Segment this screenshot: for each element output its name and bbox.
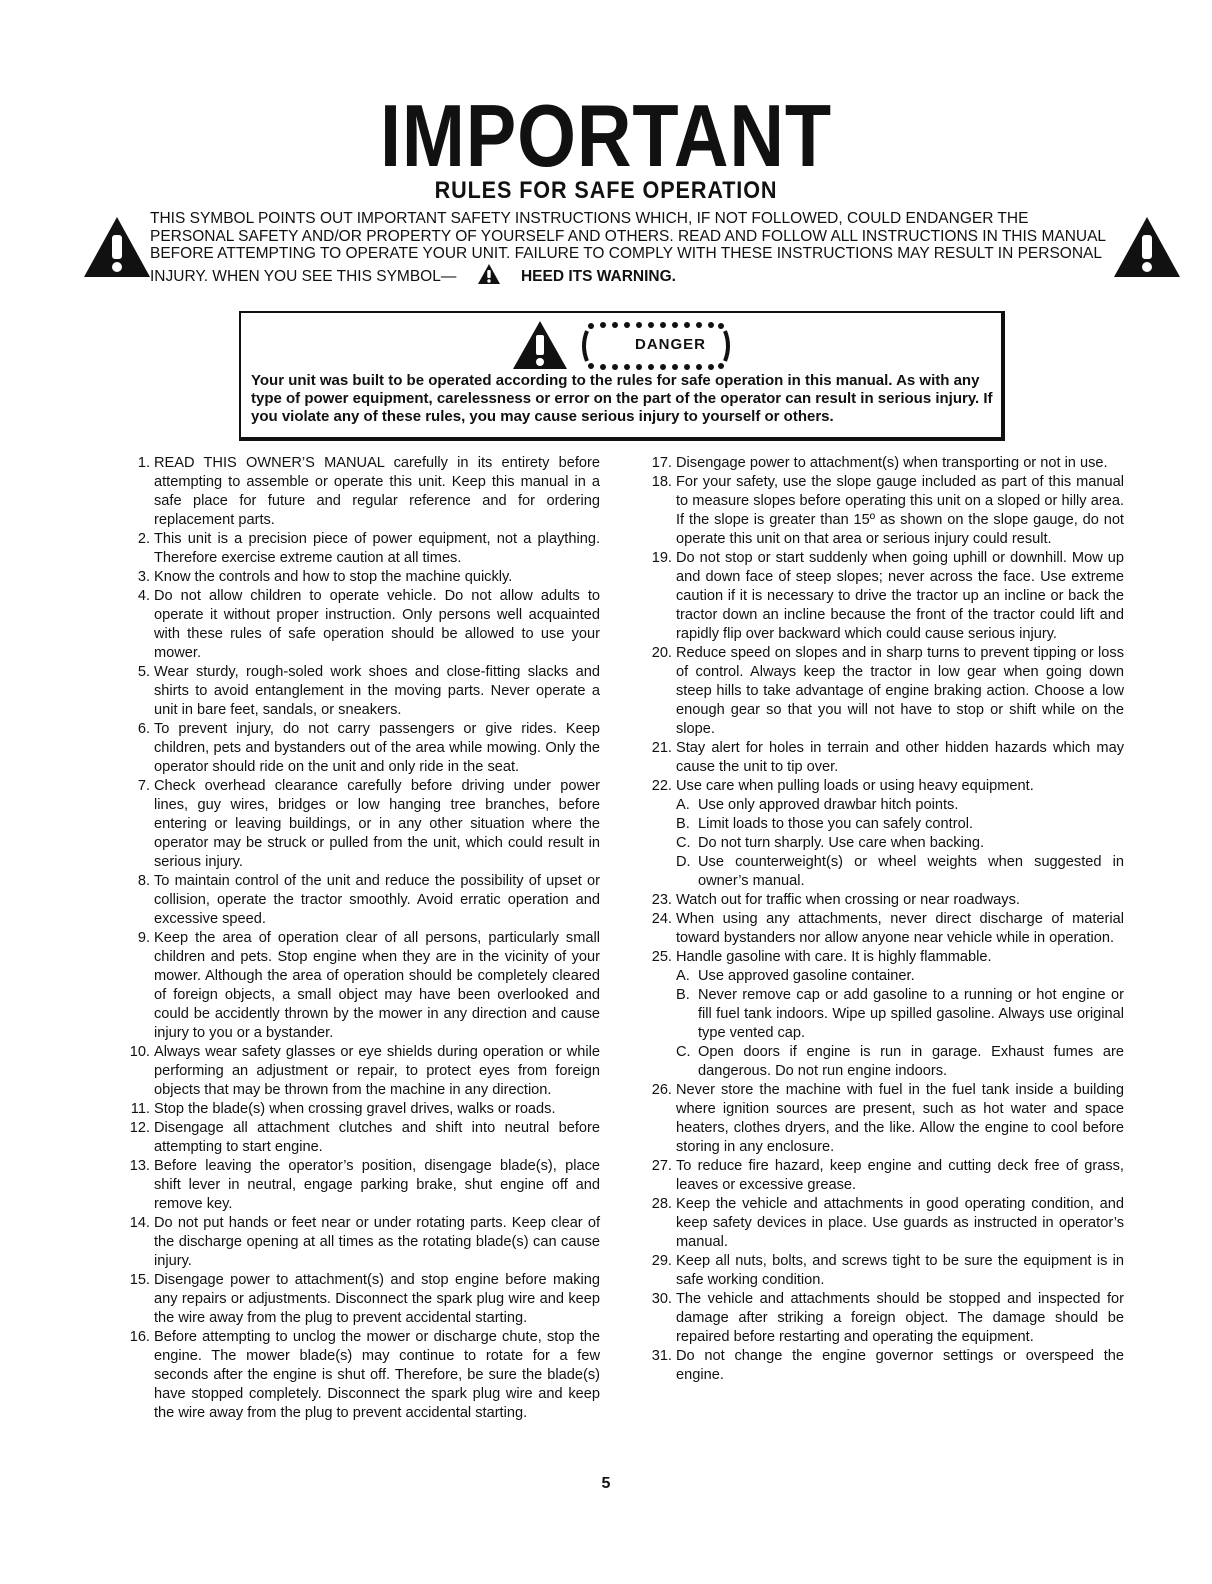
rule-item xyxy=(640,549,1124,644)
rule-item xyxy=(640,1252,1124,1290)
rule-text: Do not put hands or feet near or under rotating parts. Keep clear of the discharge opening at all times as the rotating blade(s) can cause injury. xyxy=(154,1215,600,1269)
rule-number: 6. xyxy=(137,721,150,737)
rule-item xyxy=(640,644,1124,739)
rule-item xyxy=(640,1195,1124,1252)
rule-text: Keep the area of operation clear of all persons, particularly small children and pets. Stop engine when they are in the vicinity of your mower. Although the area of operation should be completely cleared of foreign objects, a small object may have been overlooked and could be accidently thrown by the mower in any direction and cause injury to you or a bystander. xyxy=(154,930,600,1041)
rule-text: Disengage power to attachment(s) when transporting or not in use. xyxy=(676,455,1108,471)
rule-item xyxy=(118,720,600,777)
rule-item xyxy=(118,587,600,663)
rule-text: Disengage all attachment clutches and shift into neutral before attempting to start engine. xyxy=(154,1120,600,1155)
warning-triangle-icon xyxy=(511,319,569,371)
rule-text: Use care when pulling loads or using heavy equipment. xyxy=(676,778,1034,794)
rule-text: Stop the blade(s) when crossing gravel drives, walks or roads. xyxy=(154,1101,556,1117)
rule-text: Stay alert for holes in terrain and other hidden hazards which may cause the unit to tip over. xyxy=(676,740,1124,775)
rule-text: Reduce speed on slopes and in sharp turns to prevent tipping or loss of control. Always keep the tractor in low gear when going down steep hills to take advantage of engine braking action. Choose a low enough gear so that you will not have to stop or shift while on the slope. xyxy=(676,645,1124,737)
rule-number: 16. xyxy=(129,1329,150,1345)
rule-text: The vehicle and attachments should be stopped and inspected for damage after striking a foreign object. The damage should be repaired before restarting and operating the equipment. xyxy=(676,1291,1124,1345)
warning-triangle-icon xyxy=(82,215,152,279)
subitem-letter: D. xyxy=(676,854,691,870)
rule-number: 10. xyxy=(129,1044,150,1060)
rule-item xyxy=(118,454,600,530)
rule-text: Keep all nuts, bolts, and screws tight to be sure the equipment is in safe working condition. xyxy=(676,1253,1124,1288)
subitem-text: Limit loads to those you can safely control. xyxy=(698,816,973,832)
rule-number: 21. xyxy=(651,740,672,756)
rule-item xyxy=(118,1214,600,1271)
rule-text: Never store the machine with fuel in the fuel tank inside a building where ignition sources are present, such as hot water and space heaters, clothes dryers, and the like. Allow the engine to cool before storing in any enclosure. xyxy=(676,1082,1124,1155)
rule-subitem xyxy=(676,1043,1124,1081)
danger-notice-box xyxy=(239,311,1005,441)
rule-subitem xyxy=(676,834,1124,853)
rule-subitem xyxy=(676,796,1124,815)
rule-number: 22. xyxy=(651,778,672,794)
rule-text: For your safety, use the slope gauge included as part of this manual to measure slopes before operating this unit on a sloped or hilly area. If the slope is greater than 15º as shown on the slope gauge, do not operate this unit on that area or serious injury could result. xyxy=(676,474,1124,547)
danger-label: DANGER xyxy=(635,336,707,353)
subitem-text: Use counterweight(s) or wheel weights when suggested in owner’s manual. xyxy=(698,854,1124,889)
rule-text: Do not allow children to operate vehicle. Do not allow adults to operate it without proper instruction. Only persons well acquainted with these rules of safe operation should be allowed to use your mower. xyxy=(154,588,600,661)
rule-item xyxy=(118,1119,600,1157)
rule-item xyxy=(118,929,600,1043)
rule-item xyxy=(118,530,600,568)
rule-text: This unit is a precision piece of power equipment, not a plaything. Therefore exercise extreme caution at all times. xyxy=(154,531,600,566)
rule-text: Keep the vehicle and attachments in good operating condition, and keep safety devices in place. Use guards as instructed in operator’s manual. xyxy=(676,1196,1124,1250)
rule-number: 20. xyxy=(651,645,672,661)
rule-number: 17. xyxy=(651,455,672,471)
subitem-letter: A. xyxy=(676,797,690,813)
safety-symbol-intro xyxy=(150,210,1110,285)
rule-number: 23. xyxy=(651,892,672,908)
rules-column-left xyxy=(118,454,600,1423)
rule-text: Always wear safety glasses or eye shields during operation or while performing an adjustment or repair, to protect eyes from foreign objects that may be thrown from the machine in any direction. xyxy=(154,1044,600,1098)
rule-text: Disengage power to attachment(s) and stop engine before making any repairs or adjustments. Disconnect the spark plug wire and keep the wire away from the plug to prevent accidental starting. xyxy=(154,1272,600,1326)
subitem-letter: A. xyxy=(676,968,690,984)
subitem-text: Use only approved drawbar hitch points. xyxy=(698,797,959,813)
subitem-letter: C. xyxy=(676,1044,691,1060)
subitem-text: Never remove cap or add gasoline to a running or hot engine or fill fuel tank indoors. Wipe up spilled gasoline. Always use original type vented cap. xyxy=(698,987,1124,1041)
warning-triangle-icon xyxy=(1112,215,1182,279)
rule-item xyxy=(118,872,600,929)
rule-item xyxy=(640,1081,1124,1157)
danger-text: Your unit was built to be operated according to the rules for safe operation in this manual. As with any type of power equipment, carelessness or error on the part of the operator can result in serious injury. If you violate any of these rules, you may cause serious injury to yourself or others. xyxy=(251,372,993,425)
rule-number: 9. xyxy=(137,930,150,946)
rule-number: 14. xyxy=(129,1215,150,1231)
rule-text: READ THIS OWNER’S MANUAL carefully in its entirety before attempting to assemble or operate this unit. Keep this manual in a safe place for future and regular reference and for ordering replacement parts. xyxy=(154,455,600,528)
rule-item xyxy=(118,568,600,587)
rule-text: Before attempting to unclog the mower or discharge chute, stop the engine. The mower blade(s) may continue to rotate for a few seconds after the engine is shut off. Therefore, be sure the blade(s) have stopped completely. Disconnect the spark plug wire and keep the wire away from the plug to prevent accidental starting. xyxy=(154,1329,600,1421)
rule-item xyxy=(640,910,1124,948)
rule-item xyxy=(640,948,1124,967)
rule-text: Wear sturdy, rough-soled work shoes and close-fitting slacks and shirts to avoid entanglement in the moving parts. Never operate a unit in bare feet, sandals, or sneakers. xyxy=(154,664,600,718)
rule-text: Handle gasoline with care. It is highly flammable. xyxy=(676,949,992,965)
rule-item xyxy=(118,1043,600,1100)
rule-item xyxy=(118,777,600,872)
rule-number: 30. xyxy=(651,1291,672,1307)
rule-number: 27. xyxy=(651,1158,672,1174)
rule-item xyxy=(118,1271,600,1328)
heed-warning-text: HEED ITS WARNING. xyxy=(520,267,676,285)
page-number: 5 xyxy=(601,1475,611,1492)
rule-number: 11. xyxy=(130,1101,150,1117)
rule-item xyxy=(640,777,1124,796)
page-subtitle: RULES FOR SAFE OPERATION xyxy=(434,177,778,204)
rule-text: Know the controls and how to stop the machine quickly. xyxy=(154,569,513,585)
rule-number: 28. xyxy=(651,1196,672,1212)
rule-item xyxy=(640,1290,1124,1347)
rule-text: Watch out for traffic when crossing or near roadways. xyxy=(676,892,1020,908)
rule-item xyxy=(118,663,600,720)
intro-text: THIS SYMBOL POINTS OUT IMPORTANT SAFETY INSTRUCTIONS WHICH, IF NOT FOLLOWED, COULD ENDANGER THE PERSONAL SAFETY AND/OR PROPERTY OF YOURSELF AND OTHERS. READ AND FOLLOW ALL INSTRUCTIONS IN THIS MANUAL BEFORE ATTEMPTING TO OPERATE YOUR UNIT. FAILURE TO COMPLY WITH THESE INSTRUCTIONS MAY RESULT IN PERSONAL INJURY. WHEN YOU SEE THIS SYMBOL— xyxy=(150,210,1106,285)
rule-text: Do not change the engine governor settings or overspeed the engine. xyxy=(676,1348,1124,1383)
rule-item xyxy=(118,1328,600,1423)
rule-text: Before leaving the operator’s position, disengage blade(s), place shift lever in neutral, engage parking brake, shut engine off and remove key. xyxy=(154,1158,600,1212)
rule-subitem xyxy=(676,986,1124,1043)
rule-number: 3. xyxy=(137,569,150,585)
rule-number: 5. xyxy=(137,664,150,680)
rule-number: 26. xyxy=(651,1082,672,1098)
rules-column-right xyxy=(640,454,1124,1385)
rule-text: To reduce fire hazard, keep engine and cutting deck free of grass, leaves or excessive grease. xyxy=(676,1158,1124,1193)
rule-number: 1. xyxy=(137,455,150,471)
subitem-text: Do not turn sharply. Use care when backing. xyxy=(698,835,985,851)
rule-item xyxy=(640,891,1124,910)
rule-text: To maintain control of the unit and reduce the possibility of upset or collision, operate the tractor smoothly. Avoid erratic operation and excessive speed. xyxy=(154,873,600,927)
rule-subitem xyxy=(676,815,1124,834)
rule-text: Check overhead clearance carefully before driving under power lines, guy wires, bridges or low hanging tree branches, before entering or leaving buildings, or in any other situation where the operator may be struck or pulled from the unit, which could result in serious injury. xyxy=(154,778,600,870)
rule-item xyxy=(640,1347,1124,1385)
subitem-letter: B. xyxy=(676,816,690,832)
rule-number: 2. xyxy=(137,531,150,547)
rule-number: 12. xyxy=(129,1120,150,1136)
subitem-letter: B. xyxy=(676,987,690,1003)
rule-text: Do not stop or start suddenly when going uphill or downhill. Mow up and down face of steep slopes; never across the face. Use extreme caution if it is necessary to drive the tractor up an incline or back the tractor down an incline because the front of the tractor could lift and rapidly flip over backward which could cause serious injury. xyxy=(676,550,1124,642)
danger-header xyxy=(511,319,751,373)
rule-item xyxy=(640,473,1124,549)
rule-number: 4. xyxy=(137,588,150,604)
page-title: IMPORTANT xyxy=(380,86,832,185)
rule-text: To prevent injury, do not carry passengers or give rides. Keep children, pets and bystanders out of the area while mowing. Only the operator should ride on the unit and only ride in the seat. xyxy=(154,721,600,775)
rule-item xyxy=(640,1157,1124,1195)
subitem-text: Open doors if engine is run in garage. Exhaust fumes are dangerous. Do not run engine indoors. xyxy=(698,1044,1124,1079)
rule-number: 18. xyxy=(651,474,672,490)
rule-number: 19. xyxy=(651,550,672,566)
warning-triangle-icon xyxy=(477,263,501,285)
rule-text: When using any attachments, never direct discharge of material toward bystanders nor allow anyone near vehicle while in operation. xyxy=(676,911,1124,946)
rule-item xyxy=(640,739,1124,777)
rule-number: 8. xyxy=(137,873,150,889)
rule-number: 24. xyxy=(651,911,672,927)
rule-item xyxy=(118,1100,600,1119)
rule-number: 7. xyxy=(137,778,150,794)
rule-item xyxy=(118,1157,600,1214)
rule-item xyxy=(640,454,1124,473)
rule-number: 13. xyxy=(129,1158,150,1174)
rule-number: 29. xyxy=(651,1253,672,1269)
subitem-text: Use approved gasoline container. xyxy=(698,968,915,984)
rule-number: 15. xyxy=(129,1272,150,1288)
rule-subitem xyxy=(676,853,1124,891)
subitem-letter: C. xyxy=(676,835,691,851)
rule-subitem xyxy=(676,967,1124,986)
rule-number: 31. xyxy=(651,1348,672,1364)
rule-number: 25. xyxy=(651,949,672,965)
